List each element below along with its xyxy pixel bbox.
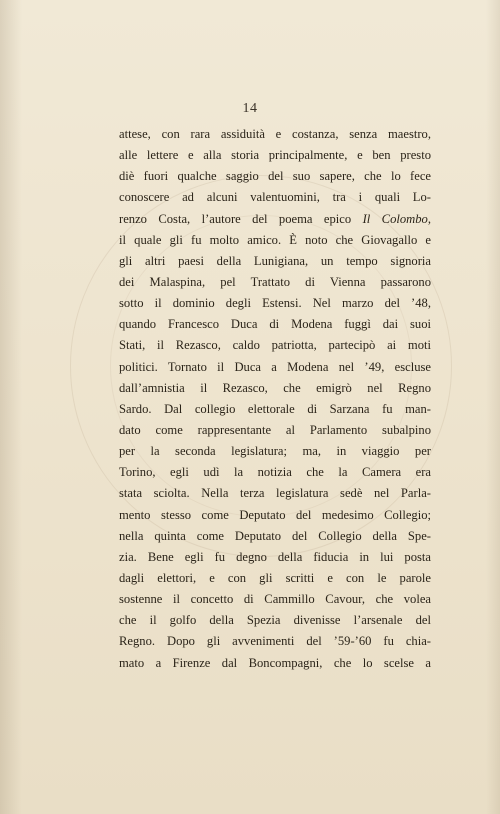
text-line: Torino, egli udì la notizia che la Camera era <box>119 465 431 480</box>
text-line: diè fuori qualche saggio del suo sapere, che lo fece <box>119 169 431 184</box>
text-line: politici. Tornato il Duca a Modena nel ’49, escluse <box>119 359 431 374</box>
text-line: il quale gli fu molto amico. È noto che Giovagallo e <box>119 232 431 247</box>
text-line: sostenne il concetto di Cammillo Cavour, che volea <box>119 592 431 607</box>
text-line: renzo Costa, l’autore del poema epico Il Colombo, <box>119 211 432 226</box>
text-line: dall’amnistia il Rezasco, che emigrò nel Regno <box>119 380 431 395</box>
text-line: Regno. Dopo gli avvenimenti del ’59-’60 fu chia- <box>119 634 431 649</box>
text-line: quando Francesco Duca di Modena fuggì dai suoi <box>119 317 431 332</box>
text-line: Stati, il Rezasco, caldo patriotta, partecipò ai moti <box>119 338 431 353</box>
text-line: Sardo. Dal collegio elettorale di Sarzana fu man- <box>119 401 431 416</box>
text-line: dei Malaspina, pel Trattato di Vienna passarono <box>119 274 431 289</box>
text-line: per la seconda legislatura; ma, in viaggio per <box>119 444 431 459</box>
text-line: nella quinta come Deputato del Collegio della Spe- <box>119 528 431 543</box>
page-edge-shadow <box>486 0 500 814</box>
text-line: stata sciolta. Nella terza legislatura sedè nel Parla- <box>119 486 431 501</box>
text-line: dagli elettori, e con gli scritti e con le parole <box>119 570 431 585</box>
body-text <box>119 124 431 674</box>
text-line: che il golfo della Spezia divenisse l’arsenale del <box>119 613 431 628</box>
text-line: sotto il dominio degli Estensi. Nel marzo del ’48, <box>119 296 431 311</box>
text-line: dato come rappresentante al Parlamento subalpino <box>119 422 431 437</box>
text-line: mato a Firenze dal Boncompagni, che lo scelse a <box>119 655 431 670</box>
text-line: gli altri paesi della Lunigiana, un tempo signoria <box>119 253 431 268</box>
text-line: mento stesso come Deputato del medesimo Collegio; <box>119 507 431 522</box>
text-line: alle lettere e alla storia principalmente, e ben presto <box>119 148 431 163</box>
page-gutter-shadow <box>0 0 22 814</box>
text-line: conoscere ad alcuni valentuomini, tra i quali Lo- <box>119 190 431 205</box>
text-line: attese, con rara assiduità e costanza, senza maestro, <box>119 127 431 141</box>
text-line: zia. Bene egli fu degno della fiducia in lui posta <box>119 549 431 564</box>
page-number: 14 <box>242 101 258 116</box>
italic-title: Il Colombo <box>362 211 428 226</box>
